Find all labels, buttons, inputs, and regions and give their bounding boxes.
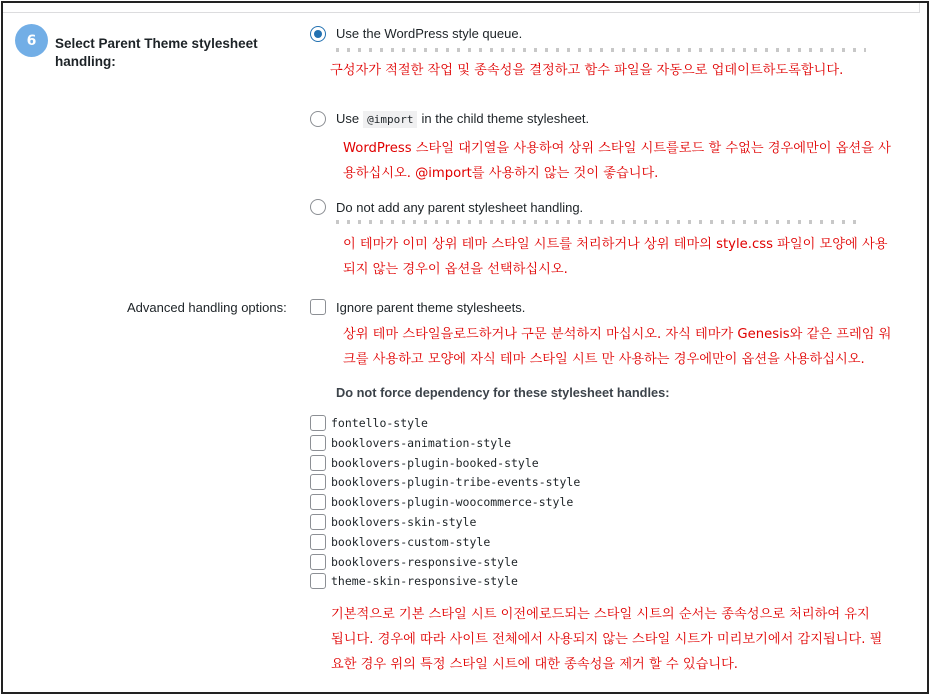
advanced-options-label: Advanced handling options: [127,300,287,315]
annotation-import-line1: WordPress 스타일 대기열을 사용하여 상위 스타일 시트를로드 할 수없는 경우에만이 옵션을 사 [343,141,891,156]
handle-label[interactable]: booklovers-plugin-woocommerce-style [331,495,574,509]
radio-import-label[interactable] [336,111,589,126]
import-label-after: in the child theme stylesheet. [421,111,590,126]
annotation-dependency-line1: 기본적으로 기본 스타일 시트 이전에로드되는 스타일 시트의 순서는 종속성으로 처리하여 유지 [331,607,870,622]
handle-checkbox[interactable] [310,534,326,550]
dependency-heading: Do not force dependency for these stylesheet handles: [336,385,670,400]
step-number-badge: 6 [15,24,48,57]
handle-checkbox[interactable] [310,435,326,451]
hidden-description-text [336,220,861,224]
handle-label[interactable]: fontello-style [331,416,428,430]
radio-no-handling[interactable] [310,199,326,215]
radio-style-queue[interactable] [310,26,326,42]
handle-label[interactable]: booklovers-animation-style [331,436,512,450]
handle-label[interactable]: booklovers-skin-style [331,515,477,529]
handle-checkbox[interactable] [310,474,326,490]
radio-no-handling-label[interactable]: Do not add any parent stylesheet handling. [336,200,584,215]
ignore-parent-checkbox[interactable] [310,299,326,315]
ignore-parent-label[interactable]: Ignore parent theme stylesheets. [336,300,526,315]
radio-import[interactable] [310,111,326,127]
handle-checkbox[interactable] [310,554,326,570]
divider [3,12,919,13]
handle-checkbox[interactable] [310,455,326,471]
annotation-no-handling-line1: 이 테마가 이미 상위 테마 스타일 시트를 처리하거나 상위 테마의 style.css 파일이 모양에 사용 [343,237,888,252]
handle-label[interactable]: theme-skin-responsive-style [331,574,518,588]
divider [919,3,920,13]
handle-label[interactable]: booklovers-custom-style [331,535,491,549]
hidden-description-text [336,48,866,52]
section-title: Select Parent Theme stylesheet handling: [55,36,258,69]
settings-panel [1,1,929,694]
handle-checkbox[interactable] [310,494,326,510]
annotation-dependency-line2: 됩니다. 경우에 따라 사이트 전체에서 사용되지 않는 스타일 시트가 미리보기에서 감지됩니다. 필 [331,632,883,647]
handle-checkbox[interactable] [310,415,326,431]
annotation-dependency-line3: 요한 경우 위의 특정 스타일 시트에 대한 종속성을 제거 할 수 있습니다. [331,657,738,672]
handle-label[interactable]: booklovers-plugin-tribe-events-style [331,475,581,489]
annotation-no-handling-line2: 되지 않는 경우이 옵션을 선택하십시오. [343,262,568,277]
handle-label[interactable]: booklovers-plugin-booked-style [331,456,539,470]
radio-style-queue-label[interactable]: Use the WordPress style queue. [336,26,523,41]
annotation-import-line2: 용하십시오. @import를 사용하지 않는 것이 좋습니다. [343,166,659,181]
handle-checkbox[interactable] [310,514,326,530]
annotation-style-queue: 구성자가 적절한 작업 및 종속성을 결정하고 함수 파일을 자동으로 업데이트하도록합니다. [330,63,844,78]
annotation-ignore-line1: 상위 테마 스타일을로드하거나 구문 분석하지 마십시오. 자식 테마가 Genesis와 같은 프레임 워 [343,327,892,342]
handle-label[interactable]: booklovers-responsive-style [331,555,518,569]
annotation-ignore-line2: 크를 사용하고 모양에 자식 테마 스타일 시트 만 사용하는 경우에만이 옵션을 사용하십시오. [343,352,865,367]
handle-checkbox[interactable] [310,573,326,589]
import-code: @import [363,111,417,128]
import-label-before: Use [336,111,360,126]
